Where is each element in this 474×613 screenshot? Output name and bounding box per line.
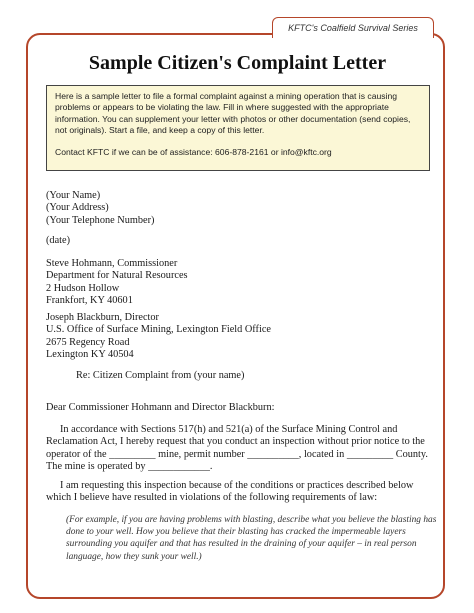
recipient-2-street: 2675 Regency Road: [46, 336, 130, 348]
recipient-2-org: U.S. Office of Surface Mining, Lexington Field Office: [46, 324, 271, 336]
sender-address: (Your Address): [46, 202, 109, 214]
paragraph-1: [46, 424, 438, 474]
intro-text: Here is a sample letter to file a formal complaint against a mining operation that is causing problems or appears to be violating the law. Fill in where suggested with the appropriate information. You can supplement your letter with photos or other documentation (send copies, not originals). Start a file, and keep a copy of this letter.: [55, 91, 411, 136]
paragraph-1-text: In accordance with Sections 517(h) and 521(a) of the Surface Mining Control and Reclamation Act, I hereby request that you conduct an inspection without prior notice to the operator of the _________ mine, permit number __________, located in _________ County. The mine is operated by ____________.: [46, 424, 428, 473]
recipient-2-block: [46, 312, 438, 362]
sender-block: [46, 190, 438, 227]
sender-name: (Your Name): [46, 190, 101, 201]
date-line: [46, 235, 438, 247]
recipient-1-org: Department for Natural Resources: [46, 270, 188, 282]
salutation: [46, 402, 438, 414]
page-title: Sample Citizen's Complaint Letter: [88, 52, 387, 74]
recipient-1-block: [46, 258, 438, 308]
salutation-text: Dear Commissioner Hohmann and Director Blackburn:: [46, 402, 275, 413]
sender-phone: (Your Telephone Number): [46, 214, 155, 226]
paragraph-2: [46, 480, 438, 505]
intro-contact: Contact KFTC if we can be of assistance: 606-878-2161 or info@kftc.org: [55, 146, 332, 157]
re-line-text: Re: Citizen Complaint from (your name): [76, 370, 245, 381]
re-line: [76, 370, 438, 382]
example-paragraph: (For example, if you are having problems with blasting, describe what you believe the blasting has done to your well. How you believe that their blasting has cracked the impermeable layers surrounding you aquifer and that has resulted in the draining of your aquifer – in real person language, how they sunk your well.): [66, 515, 437, 562]
date-text: (date): [46, 235, 71, 246]
recipient-2-name: Joseph Blackburn, Director: [46, 312, 159, 323]
recipient-1-street: 2 Hudson Hollow: [46, 282, 120, 294]
recipient-1-name: Steve Hohmann, Commissioner: [46, 258, 178, 269]
intro-box: [46, 85, 430, 171]
recipient-1-city: Frankfort, KY 40601: [46, 295, 133, 307]
series-tab: KFTC's Coalfield Survival Series: [272, 17, 434, 38]
paragraph-2-text: I am requesting this inspection because of the conditions or practices described below which I believe have resulted in violations of the following requirements of law:: [46, 480, 414, 504]
recipient-2-city: Lexington KY 40504: [46, 349, 134, 361]
